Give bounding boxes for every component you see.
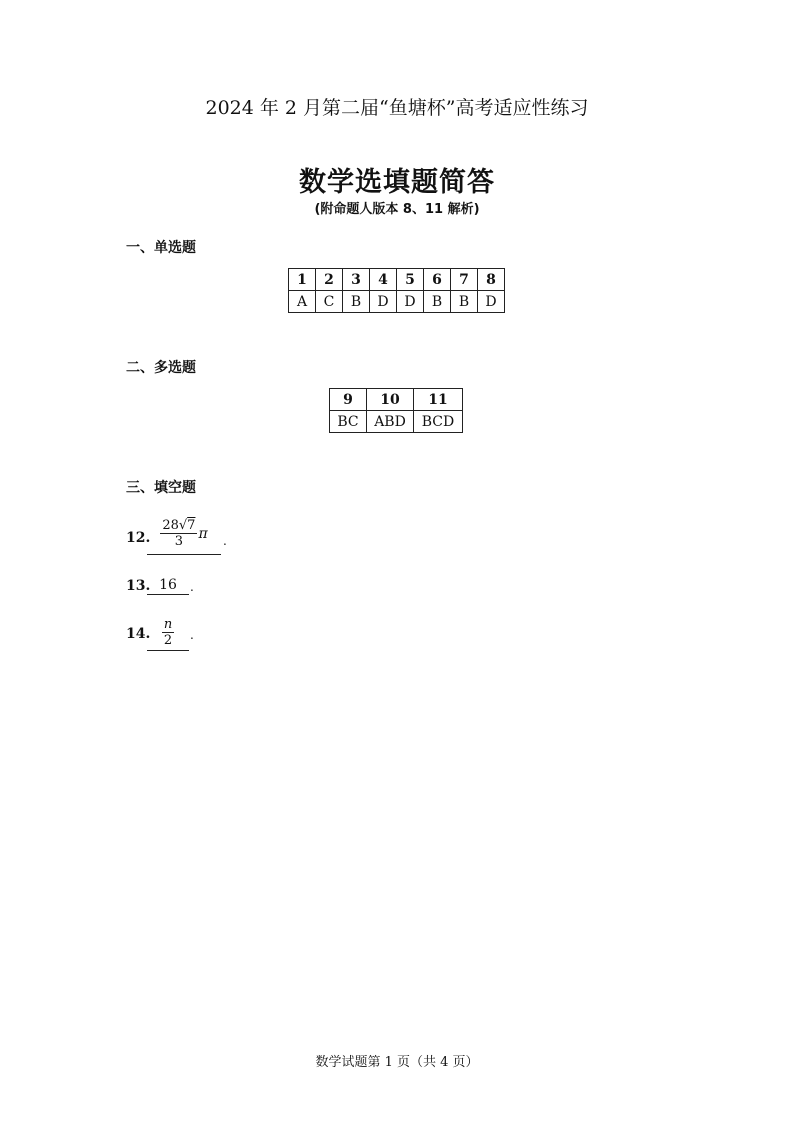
fill-item-12 xyxy=(126,518,246,558)
single-choice-heading: 一、单选题 xyxy=(126,240,196,256)
question-number: 5 xyxy=(397,269,424,291)
answer-cell: D xyxy=(397,291,424,313)
question-number: 10 xyxy=(367,389,414,411)
period: . xyxy=(190,628,194,642)
numerator-coefficient: 28 xyxy=(162,518,179,533)
pi-symbol: π xyxy=(198,525,208,542)
answer-cell: B xyxy=(424,291,451,313)
fill-item-13 xyxy=(126,577,216,599)
question-number: 9 xyxy=(330,389,367,411)
answer-row xyxy=(289,291,505,313)
answer-cell: BCD xyxy=(414,411,463,433)
fraction-numerator xyxy=(160,518,197,534)
question-number: 12. xyxy=(126,530,151,546)
question-number-row xyxy=(330,389,463,411)
multi-choice-table xyxy=(329,388,463,433)
question-number: 3 xyxy=(343,269,370,291)
answer-cell: D xyxy=(478,291,505,313)
question-number: 7 xyxy=(451,269,478,291)
page-footer: 数学试题第 1 页（共 4 页） xyxy=(315,1055,479,1070)
question-number: 13. xyxy=(126,578,151,594)
period: . xyxy=(190,580,194,594)
answer-row xyxy=(330,411,463,433)
question-number: 4 xyxy=(370,269,397,291)
fraction-denominator: 3 xyxy=(174,534,184,549)
question-number: 14. xyxy=(126,626,151,642)
fraction xyxy=(162,617,174,648)
answer-cell: C xyxy=(316,291,343,313)
answer-cell: ABD xyxy=(367,411,414,433)
period: . xyxy=(223,534,227,548)
fraction-denominator: 2 xyxy=(163,633,173,648)
answer-blank xyxy=(147,518,221,555)
question-number: 8 xyxy=(478,269,505,291)
question-number: 11 xyxy=(414,389,463,411)
exam-title: 2024 年 2 月第二届“鱼塘杯”高考适应性练习 xyxy=(205,97,589,119)
fraction-numerator: n xyxy=(163,617,173,632)
answer-cell: D xyxy=(370,291,397,313)
question-number: 1 xyxy=(289,269,316,291)
sqrt-icon: √ xyxy=(178,518,188,533)
answer-blank xyxy=(147,617,189,651)
radicand: 7 xyxy=(187,518,196,533)
answer-blank: 16 xyxy=(147,577,189,595)
doc-subtitle: (附命题人版本 8、11 解析) xyxy=(314,202,480,217)
single-choice-table xyxy=(288,268,505,313)
answer-cell: BC xyxy=(330,411,367,433)
fraction xyxy=(160,518,197,549)
answer-cell: B xyxy=(343,291,370,313)
doc-title: 数学选填题简答 xyxy=(299,167,495,198)
fill-blank-heading: 三、填空题 xyxy=(126,480,196,496)
question-number: 6 xyxy=(424,269,451,291)
question-number-row xyxy=(289,269,505,291)
multi-choice-heading: 二、多选题 xyxy=(126,360,196,376)
fill-item-14 xyxy=(126,617,216,657)
answer-cell: B xyxy=(451,291,478,313)
question-number: 2 xyxy=(316,269,343,291)
answer-cell: A xyxy=(289,291,316,313)
